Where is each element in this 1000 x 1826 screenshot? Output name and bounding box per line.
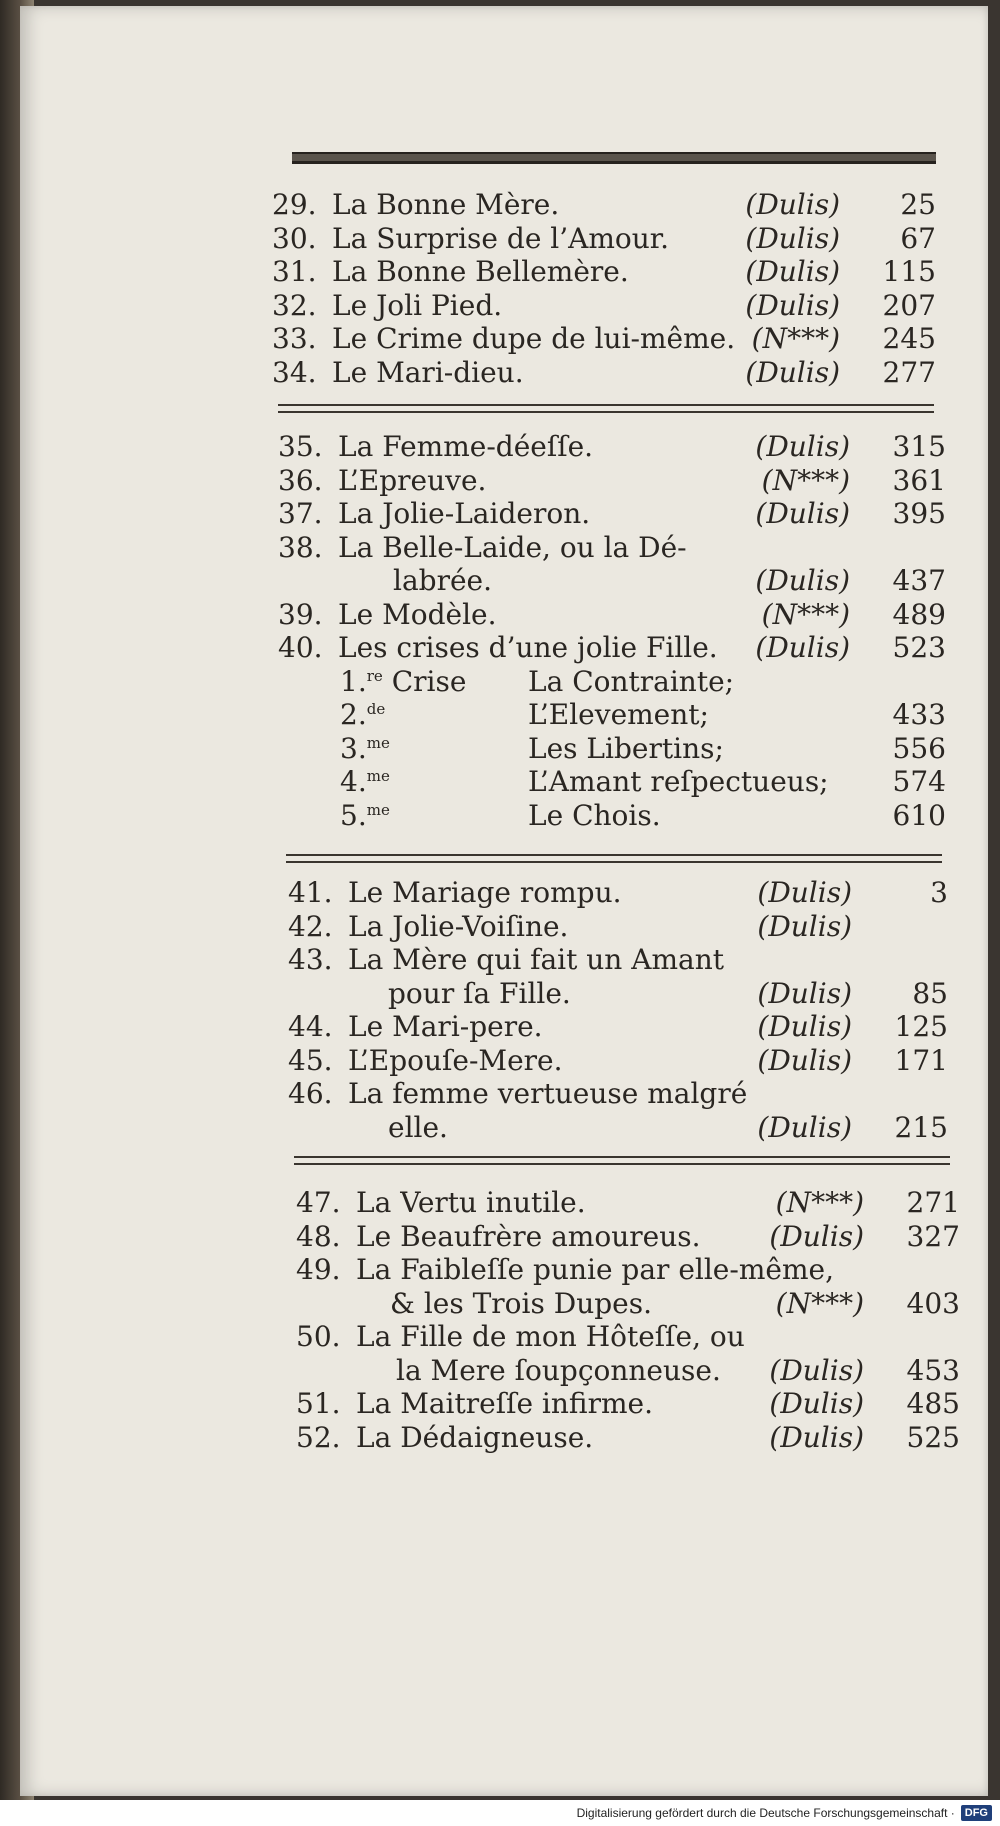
crise-title: L’Elevement;	[528, 698, 709, 731]
entry-number: 45.	[288, 1043, 333, 1077]
entry-title: Le Mari-pere.	[348, 1010, 543, 1043]
section-divider-rule	[278, 404, 934, 413]
entry-author: (N***)	[775, 1186, 864, 1219]
crise-page-number: 433	[892, 698, 946, 731]
entry-page-number: 85	[912, 976, 948, 1010]
entry-page-number: 489	[892, 597, 946, 631]
entry-author: (Dulis)	[769, 1387, 864, 1420]
entry-title: La Bonne Mère.	[332, 188, 560, 221]
entry-author: (Dulis)	[755, 631, 850, 664]
toc-row	[288, 943, 948, 977]
entry-page-number: 453	[906, 1353, 960, 1387]
entry-number: 48.	[296, 1219, 341, 1253]
toc-row	[296, 1287, 960, 1321]
entry-author: (Dulis)	[745, 355, 840, 389]
entry-title: Le Crime dupe de lui-même.	[332, 322, 736, 355]
toc-row	[288, 910, 948, 944]
entry-title: La Dédaigneuse.	[356, 1420, 594, 1454]
toc-row	[272, 188, 936, 222]
toc-section-4	[296, 1186, 960, 1454]
entry-page-number: 485	[906, 1387, 960, 1420]
entry-title: La Faibleſſe punie par elle-même,	[356, 1253, 834, 1286]
entry-number: 37.	[278, 497, 323, 530]
crise-ordinal: 3.$^{me}$	[340, 731, 390, 765]
entry-page-number: 271	[906, 1186, 960, 1219]
toc-row	[272, 289, 936, 323]
entry-page-number: 437	[892, 564, 946, 597]
toc-row	[288, 1010, 948, 1044]
toc-row	[278, 631, 946, 665]
entry-number: 39.	[278, 597, 323, 631]
entry-title: La Jolie-Voiſine.	[348, 909, 569, 943]
entry-number: 41.	[288, 876, 333, 909]
entry-number: 40.	[278, 631, 323, 664]
entry-title: Le Beaufrère amoureus.	[356, 1219, 701, 1253]
crise-row	[278, 732, 946, 766]
entry-author: (Dulis)	[757, 1043, 852, 1077]
toc-section-3	[288, 876, 948, 1144]
entry-author: (Dulis)	[745, 288, 840, 322]
entry-title-continued: elle.	[388, 1110, 448, 1144]
entry-page-number: 523	[892, 631, 946, 664]
entry-author: (Dulis)	[755, 430, 850, 463]
entry-author: (Dulis)	[755, 564, 850, 597]
toc-row	[278, 531, 946, 565]
toc-row	[288, 977, 948, 1011]
entry-title: L’Epreuve.	[338, 463, 487, 497]
entry-title: La femme vertueuse malgré	[348, 1077, 748, 1110]
entry-title-continued: pour ſa Fille.	[388, 976, 571, 1010]
crise-title: L’Amant reſpectueus;	[528, 765, 829, 798]
crise-ordinal: 4.$^{me}$	[340, 765, 390, 798]
toc-row	[296, 1253, 960, 1287]
crise-page-number: 574	[892, 765, 946, 798]
entry-author: (Dulis)	[745, 188, 840, 221]
entry-title: Le Mari-dieu.	[332, 355, 524, 389]
entry-number: 51.	[296, 1387, 341, 1420]
toc-row	[272, 322, 936, 356]
toc-section-2	[278, 430, 946, 832]
crise-row	[278, 665, 946, 699]
crise-ordinal: 5.$^{me}$	[340, 798, 390, 832]
entry-page-number: 215	[894, 1110, 948, 1144]
entry-title: L’Epouſe-Mere.	[348, 1043, 563, 1077]
entry-page-number: 395	[892, 497, 946, 530]
entry-page-number: 277	[882, 355, 936, 389]
crise-ordinal: 1.$^{re}$ Crise	[340, 664, 467, 698]
entry-page-number: 125	[894, 1010, 948, 1043]
entry-title-continued: labrée.	[393, 564, 492, 597]
digitization-credit-bar	[0, 1800, 1000, 1826]
toc-row	[278, 564, 946, 598]
entry-author: (N***)	[761, 597, 850, 631]
entry-number: 42.	[288, 909, 333, 943]
top-thick-rule	[292, 152, 936, 164]
entry-page-number: 171	[894, 1043, 948, 1077]
entry-author: (Dulis)	[755, 497, 850, 530]
toc-row	[278, 464, 946, 498]
entry-number: 35.	[278, 430, 323, 463]
entry-author: (N***)	[751, 322, 840, 355]
book-page	[20, 6, 988, 1796]
entry-page-number: 25	[900, 188, 936, 221]
entry-title: La Femme-déeſſe.	[338, 430, 594, 463]
toc-row	[278, 598, 946, 632]
section-divider-rule	[294, 1156, 950, 1165]
entry-author: (N***)	[775, 1286, 864, 1320]
crise-row	[278, 698, 946, 732]
entry-title: La Maitreſſe infirme.	[356, 1387, 653, 1420]
entry-number: 52.	[296, 1420, 341, 1454]
entry-title: La Vertu inutile.	[356, 1186, 586, 1219]
entry-page-number: 245	[882, 322, 936, 355]
entry-title: Le Joli Pied.	[332, 288, 503, 322]
crise-row	[278, 765, 946, 799]
toc-row	[288, 1077, 948, 1111]
toc-row	[272, 356, 936, 390]
entry-title: La Bonne Bellemère.	[332, 255, 629, 288]
toc-row	[296, 1220, 960, 1254]
entry-author: (Dulis)	[769, 1353, 864, 1387]
entry-page-number: 3	[930, 876, 948, 909]
entry-author: (Dulis)	[757, 1110, 852, 1144]
entry-number: 36.	[278, 463, 323, 497]
entry-author: (Dulis)	[769, 1420, 864, 1454]
entry-page-number: 403	[906, 1286, 960, 1320]
toc-row	[296, 1421, 960, 1455]
crise-title: La Contrainte;	[528, 664, 735, 698]
entry-number: 43.	[288, 943, 333, 976]
entry-number: 33.	[272, 322, 317, 355]
toc-row	[288, 1111, 948, 1145]
entry-page-number: 525	[906, 1420, 960, 1454]
entry-number: 44.	[288, 1010, 333, 1043]
toc-row	[278, 430, 946, 464]
entry-page-number: 361	[892, 463, 946, 497]
crise-page-number: 610	[892, 798, 946, 832]
entry-title-continued: la Mere ſoupçonneuse.	[396, 1353, 721, 1387]
entry-number: 32.	[272, 288, 317, 322]
entry-number: 31.	[272, 255, 317, 288]
toc-row	[296, 1186, 960, 1220]
entry-author: (Dulis)	[745, 221, 840, 255]
entry-number: 34.	[272, 355, 317, 389]
entry-page-number: 67	[900, 221, 936, 255]
toc-row	[296, 1354, 960, 1388]
entry-title: La Belle-Laide, ou la Dé-	[338, 530, 687, 564]
toc-row	[288, 1044, 948, 1078]
entry-number: 46.	[288, 1077, 333, 1110]
entry-title: La Mère qui fait un Amant	[348, 943, 724, 976]
entry-number: 49.	[296, 1253, 341, 1286]
entry-author: (Dulis)	[757, 976, 852, 1010]
crise-row	[278, 799, 946, 833]
entry-title: Le Modèle.	[338, 597, 497, 631]
toc-row	[296, 1320, 960, 1354]
toc-row	[296, 1387, 960, 1421]
toc-row	[272, 255, 936, 289]
entry-title: Les crises d’une jolie Fille.	[338, 631, 718, 664]
toc-section-1	[272, 188, 936, 389]
entry-number: 29.	[272, 188, 317, 221]
dfg-logo: DFG	[961, 1805, 992, 1821]
entry-page-number: 327	[906, 1219, 960, 1253]
entry-number: 47.	[296, 1186, 341, 1219]
entry-author: (Dulis)	[769, 1219, 864, 1253]
entry-title: La Fille de mon Hôteſſe, ou	[356, 1320, 745, 1353]
entry-author: (N***)	[761, 463, 850, 497]
entry-author: (Dulis)	[745, 255, 840, 288]
entry-page-number: 115	[882, 255, 936, 288]
entry-number: 30.	[272, 221, 317, 255]
entry-author: (Dulis)	[757, 1010, 852, 1043]
entry-title: Le Mariage rompu.	[348, 876, 622, 909]
crise-page-number: 556	[892, 731, 946, 765]
entry-title: La Surprise de l’Amour.	[332, 221, 670, 255]
entry-page-number: 207	[882, 288, 936, 322]
crise-ordinal: 2.$^{de}$	[340, 698, 386, 731]
toc-row	[272, 222, 936, 256]
credit-text: Digitalisierung gefördert durch die Deutsche Forschungsgemeinschaft ·	[576, 1806, 955, 1820]
crise-title: Les Libertins;	[528, 731, 724, 765]
section-divider-rule	[286, 854, 942, 863]
toc-row	[278, 497, 946, 531]
entry-page-number: 315	[892, 430, 946, 463]
toc-row	[288, 876, 948, 910]
entry-author: (Dulis)	[757, 876, 852, 909]
entry-title-continued: & les Trois Dupes.	[390, 1286, 653, 1320]
entry-number: 50.	[296, 1320, 341, 1353]
entry-title: La Jolie-Laideron.	[338, 497, 591, 530]
crise-title: Le Chois.	[528, 798, 661, 832]
entry-number: 38.	[278, 530, 323, 564]
entry-author: (Dulis)	[757, 909, 852, 943]
